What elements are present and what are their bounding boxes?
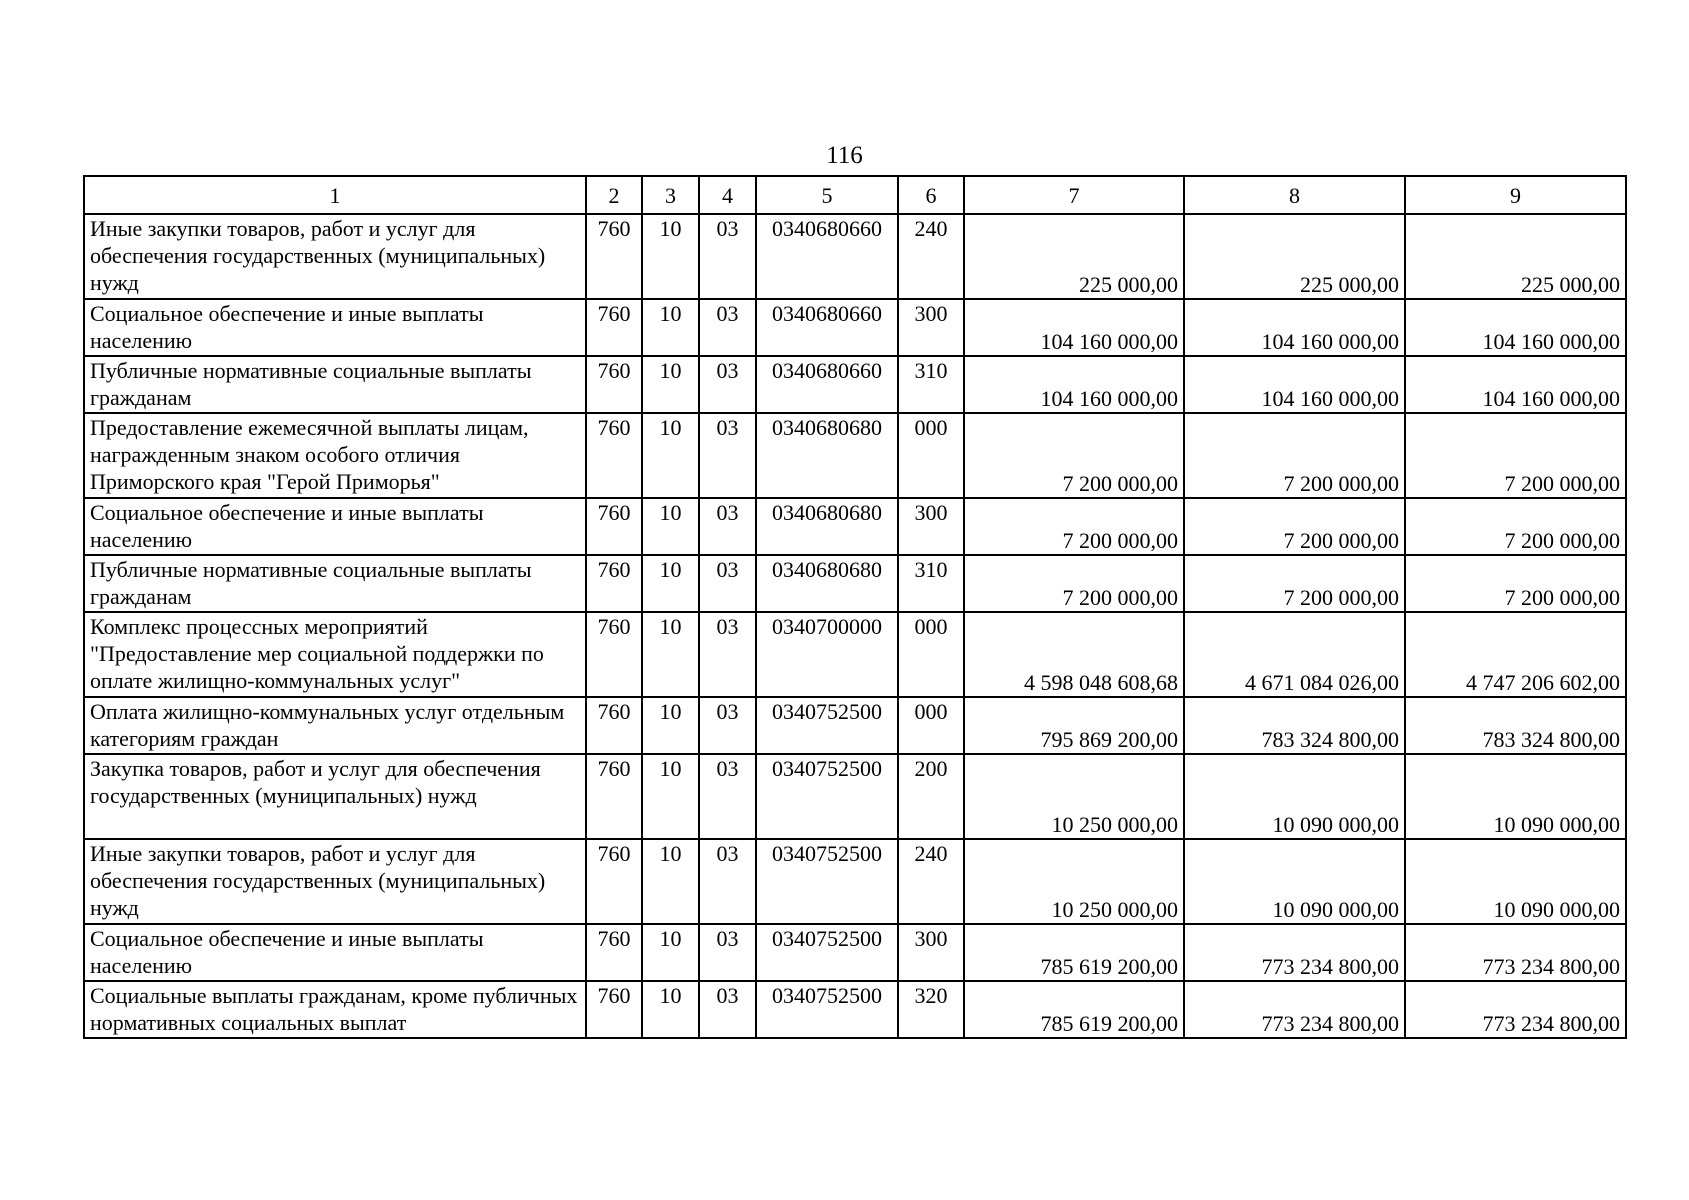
cell-amount-7: 7 200 000,00 bbox=[964, 413, 1184, 498]
row-name: Закупка товаров, работ и услуг для обеспечения государственных (муниципальных) нужд bbox=[84, 754, 586, 839]
cell-target-article: 0340680680 bbox=[756, 555, 898, 612]
cell-grbs: 760 bbox=[586, 555, 642, 612]
cell-expense-type: 310 bbox=[898, 356, 964, 413]
cell-amount-7: 7 200 000,00 bbox=[964, 498, 1184, 555]
cell-target-article: 0340752500 bbox=[756, 839, 898, 924]
cell-amount-7: 785 619 200,00 bbox=[964, 924, 1184, 981]
cell-expense-type: 300 bbox=[898, 924, 964, 981]
table-row bbox=[84, 214, 1626, 299]
cell-expense-type: 000 bbox=[898, 612, 964, 697]
cell-expense-type: 240 bbox=[898, 839, 964, 924]
cell-grbs: 760 bbox=[586, 413, 642, 498]
cell-target-article: 0340752500 bbox=[756, 924, 898, 981]
cell-amount-9: 104 160 000,00 bbox=[1405, 356, 1626, 413]
cell-target-article: 0340680660 bbox=[756, 356, 898, 413]
cell-amount-7: 104 160 000,00 bbox=[964, 356, 1184, 413]
cell-amount-9: 7 200 000,00 bbox=[1405, 555, 1626, 612]
cell-grbs: 760 bbox=[586, 754, 642, 839]
cell-amount-8: 104 160 000,00 bbox=[1184, 299, 1405, 356]
cell-grbs: 760 bbox=[586, 299, 642, 356]
cell-grbs: 760 bbox=[586, 498, 642, 555]
cell-amount-7: 7 200 000,00 bbox=[964, 555, 1184, 612]
row-name: Социальное обеспечение и иные выплаты населению bbox=[84, 299, 586, 356]
cell-section: 10 bbox=[642, 555, 699, 612]
cell-amount-7: 785 619 200,00 bbox=[964, 981, 1184, 1038]
cell-target-article: 0340680660 bbox=[756, 214, 898, 299]
cell-subsection: 03 bbox=[699, 214, 756, 299]
column-header: 9 bbox=[1405, 176, 1626, 214]
cell-subsection: 03 bbox=[699, 839, 756, 924]
cell-amount-7: 10 250 000,00 bbox=[964, 754, 1184, 839]
cell-amount-8: 10 090 000,00 bbox=[1184, 839, 1405, 924]
cell-subsection: 03 bbox=[699, 356, 756, 413]
cell-expense-type: 000 bbox=[898, 697, 964, 754]
cell-section: 10 bbox=[642, 413, 699, 498]
row-name: Иные закупки товаров, работ и услуг для обеспечения государственных (муниципальных) нужд bbox=[84, 839, 586, 924]
cell-amount-9: 773 234 800,00 bbox=[1405, 981, 1626, 1038]
cell-target-article: 0340680680 bbox=[756, 413, 898, 498]
cell-subsection: 03 bbox=[699, 413, 756, 498]
cell-amount-8: 783 324 800,00 bbox=[1184, 697, 1405, 754]
cell-expense-type: 000 bbox=[898, 413, 964, 498]
table-row bbox=[84, 839, 1626, 924]
cell-subsection: 03 bbox=[699, 555, 756, 612]
cell-section: 10 bbox=[642, 754, 699, 839]
cell-amount-8: 225 000,00 bbox=[1184, 214, 1405, 299]
cell-target-article: 0340752500 bbox=[756, 697, 898, 754]
header-row bbox=[84, 176, 1626, 214]
cell-grbs: 760 bbox=[586, 356, 642, 413]
table-row bbox=[84, 754, 1626, 839]
cell-grbs: 760 bbox=[586, 214, 642, 299]
cell-amount-9: 773 234 800,00 bbox=[1405, 924, 1626, 981]
cell-amount-7: 10 250 000,00 bbox=[964, 839, 1184, 924]
cell-target-article: 0340680660 bbox=[756, 299, 898, 356]
cell-section: 10 bbox=[642, 299, 699, 356]
column-header: 5 bbox=[756, 176, 898, 214]
table-row bbox=[84, 413, 1626, 498]
row-name: Социальное обеспечение и иные выплаты населению bbox=[84, 924, 586, 981]
cell-amount-8: 773 234 800,00 bbox=[1184, 981, 1405, 1038]
page-number: 116 bbox=[826, 142, 863, 169]
cell-amount-9: 10 090 000,00 bbox=[1405, 754, 1626, 839]
column-header: 4 bbox=[699, 176, 756, 214]
row-name: Оплата жилищно-коммунальных услуг отдельным категориям граждан bbox=[84, 697, 586, 754]
column-header: 3 bbox=[642, 176, 699, 214]
cell-section: 10 bbox=[642, 214, 699, 299]
cell-amount-9: 225 000,00 bbox=[1405, 214, 1626, 299]
cell-subsection: 03 bbox=[699, 697, 756, 754]
cell-target-article: 0340752500 bbox=[756, 981, 898, 1038]
cell-amount-9: 4 747 206 602,00 bbox=[1405, 612, 1626, 697]
table-row bbox=[84, 612, 1626, 697]
cell-amount-7: 795 869 200,00 bbox=[964, 697, 1184, 754]
row-name: Социальные выплаты гражданам, кроме публичных нормативных социальных выплат bbox=[84, 981, 586, 1038]
cell-expense-type: 200 bbox=[898, 754, 964, 839]
cell-expense-type: 320 bbox=[898, 981, 964, 1038]
cell-grbs: 760 bbox=[586, 924, 642, 981]
cell-section: 10 bbox=[642, 498, 699, 555]
row-name: Комплекс процессных мероприятий "Предоставление мер социальной поддержки по оплате жилищно-коммунальных услуг" bbox=[84, 612, 586, 697]
cell-amount-9: 104 160 000,00 bbox=[1405, 299, 1626, 356]
column-header: 1 bbox=[84, 176, 586, 214]
cell-subsection: 03 bbox=[699, 299, 756, 356]
row-name: Публичные нормативные социальные выплаты гражданам bbox=[84, 555, 586, 612]
cell-target-article: 0340680680 bbox=[756, 498, 898, 555]
row-name: Предоставление ежемесячной выплаты лицам, награжденным знаком особого отличия Приморского края "Герой Приморья" bbox=[84, 413, 586, 498]
cell-amount-8: 7 200 000,00 bbox=[1184, 413, 1405, 498]
cell-amount-8: 4 671 084 026,00 bbox=[1184, 612, 1405, 697]
table-row bbox=[84, 299, 1626, 356]
cell-subsection: 03 bbox=[699, 612, 756, 697]
cell-amount-7: 4 598 048 608,68 bbox=[964, 612, 1184, 697]
cell-amount-8: 7 200 000,00 bbox=[1184, 498, 1405, 555]
cell-section: 10 bbox=[642, 924, 699, 981]
cell-amount-8: 10 090 000,00 bbox=[1184, 754, 1405, 839]
cell-section: 10 bbox=[642, 981, 699, 1038]
cell-amount-9: 7 200 000,00 bbox=[1405, 413, 1626, 498]
budget-table bbox=[83, 175, 1627, 1039]
cell-subsection: 03 bbox=[699, 924, 756, 981]
cell-amount-9: 10 090 000,00 bbox=[1405, 839, 1626, 924]
cell-subsection: 03 bbox=[699, 498, 756, 555]
cell-grbs: 760 bbox=[586, 697, 642, 754]
table-row bbox=[84, 697, 1626, 754]
row-name: Публичные нормативные социальные выплаты гражданам bbox=[84, 356, 586, 413]
cell-expense-type: 240 bbox=[898, 214, 964, 299]
cell-section: 10 bbox=[642, 697, 699, 754]
column-header: 8 bbox=[1184, 176, 1405, 214]
cell-target-article: 0340700000 bbox=[756, 612, 898, 697]
row-name: Социальное обеспечение и иные выплаты населению bbox=[84, 498, 586, 555]
cell-expense-type: 310 bbox=[898, 555, 964, 612]
cell-amount-9: 7 200 000,00 bbox=[1405, 498, 1626, 555]
cell-grbs: 760 bbox=[586, 612, 642, 697]
cell-section: 10 bbox=[642, 839, 699, 924]
cell-target-article: 0340752500 bbox=[756, 754, 898, 839]
cell-expense-type: 300 bbox=[898, 299, 964, 356]
column-header: 2 bbox=[586, 176, 642, 214]
cell-section: 10 bbox=[642, 612, 699, 697]
table-row bbox=[84, 555, 1626, 612]
cell-amount-8: 7 200 000,00 bbox=[1184, 555, 1405, 612]
cell-amount-9: 783 324 800,00 bbox=[1405, 697, 1626, 754]
table-row bbox=[84, 981, 1626, 1038]
table-row bbox=[84, 498, 1626, 555]
cell-expense-type: 300 bbox=[898, 498, 964, 555]
cell-amount-7: 225 000,00 bbox=[964, 214, 1184, 299]
cell-section: 10 bbox=[642, 356, 699, 413]
column-header: 7 bbox=[964, 176, 1184, 214]
cell-amount-8: 104 160 000,00 bbox=[1184, 356, 1405, 413]
cell-grbs: 760 bbox=[586, 839, 642, 924]
table-row bbox=[84, 924, 1626, 981]
cell-amount-8: 773 234 800,00 bbox=[1184, 924, 1405, 981]
cell-amount-7: 104 160 000,00 bbox=[964, 299, 1184, 356]
cell-subsection: 03 bbox=[699, 981, 756, 1038]
cell-grbs: 760 bbox=[586, 981, 642, 1038]
column-header: 6 bbox=[898, 176, 964, 214]
table-row bbox=[84, 356, 1626, 413]
row-name: Иные закупки товаров, работ и услуг для обеспечения государственных (муниципальных) нужд bbox=[84, 214, 586, 299]
cell-subsection: 03 bbox=[699, 754, 756, 839]
